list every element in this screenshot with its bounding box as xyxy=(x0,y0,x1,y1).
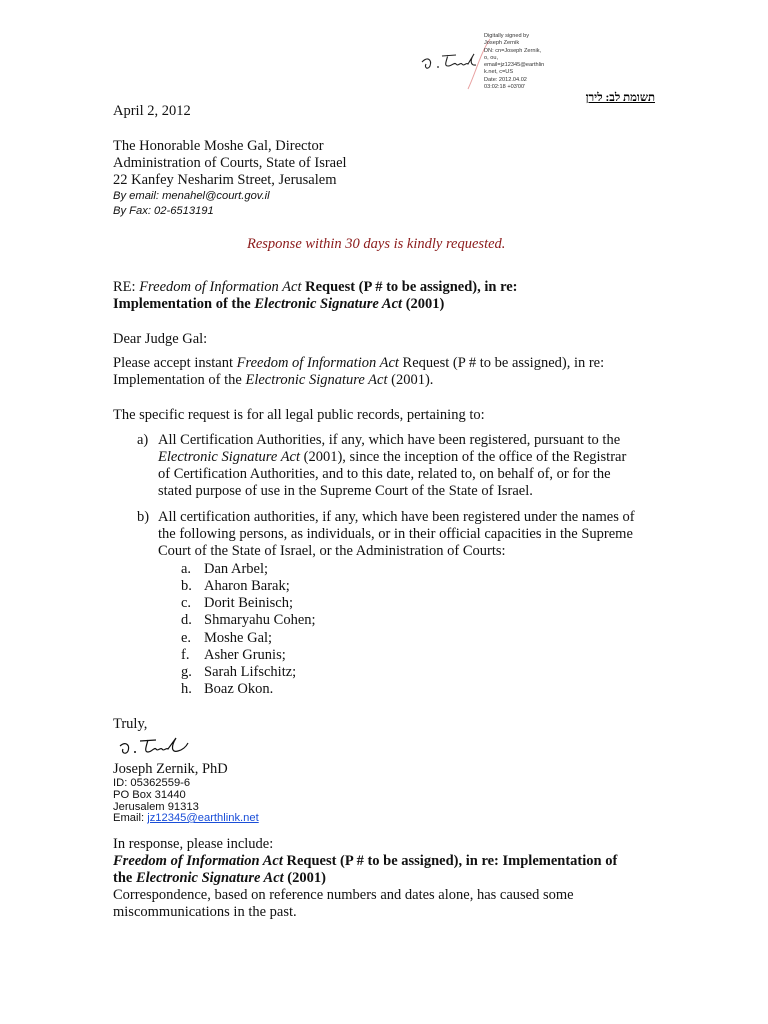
name-item: Asher Grunis; xyxy=(204,647,286,663)
response-text: the xyxy=(113,870,136,886)
response-text: (2001) xyxy=(283,870,326,886)
name-letter: g. xyxy=(181,664,192,680)
salutation: Dear Judge Gal: xyxy=(113,331,208,347)
item-a-marker: a) xyxy=(137,432,149,448)
signature-line: Digitally signed by xyxy=(484,33,530,39)
item-a-line-2 xyxy=(158,449,626,466)
closing: Truly, xyxy=(113,716,148,732)
item-a-line-4: stated purpose of use in the Supreme Court of the State of Israel. xyxy=(158,483,533,499)
specific-request-line: The specific request is for all legal public records, pertaining to: xyxy=(113,407,485,423)
re-act-name: Freedom of Information Act xyxy=(139,279,302,295)
signature-line: Date: 2012.04.02 xyxy=(484,76,527,83)
intro-line-1 xyxy=(113,355,604,372)
response-include-line-2 xyxy=(113,853,617,870)
sender-po-box: PO Box 31440 xyxy=(113,789,186,801)
re-impl-prefix: Implementation of the xyxy=(113,296,255,312)
name-item: Dorit Beinisch; xyxy=(204,595,294,611)
item-b-line-1: All certification authorities, if any, which have been registered under the names of xyxy=(158,509,635,525)
response-act-name: Freedom of Information Act xyxy=(113,853,283,869)
signature-line: Joseph Zernik xyxy=(484,40,520,47)
response-include-line-5: miscommunications in the past. xyxy=(113,904,297,920)
digital-signature-text xyxy=(484,33,544,91)
name-letter: b. xyxy=(181,578,192,594)
intro-line-2 xyxy=(113,372,433,389)
name-letter: c. xyxy=(181,595,192,611)
name-item: Aharon Barak; xyxy=(204,578,290,594)
name-letter: f. xyxy=(181,647,190,663)
signature-line: email=jz12345@earthlin xyxy=(484,62,545,69)
re-subject-line-2 xyxy=(113,296,444,313)
item-b-line-2: the following persons, as individuals, or in their official capacities in the Supreme xyxy=(158,526,633,542)
item-b-line-3: Court of the State of Israel, or the Administration of Courts: xyxy=(158,543,506,559)
response-include-line-3 xyxy=(113,870,326,887)
name-item: Sarah Lifschitz; xyxy=(204,664,297,680)
name-item: Dan Arbel; xyxy=(204,561,269,577)
response-include-line-1: In response, please include: xyxy=(113,836,274,852)
item-a-esa-name: Electronic Signature Act xyxy=(158,449,301,465)
response-deadline-note: Response within 30 days is kindly requested. xyxy=(247,236,506,252)
name-item: Shmaryahu Cohen; xyxy=(204,612,316,628)
name-item: Moshe Gal; xyxy=(204,630,273,646)
hebrew-attention-note: תשומת לב: לירן xyxy=(585,92,655,104)
response-request-text: Request (P # to be assigned), in re: Implementation of xyxy=(282,853,618,869)
addressee-email: By email: menahel@court.gov.il xyxy=(113,190,270,202)
signature-line: DN: cn=Joseph Zernik, xyxy=(484,47,542,54)
item-a-text: (2001), since the inception of the office of the Registrar xyxy=(300,449,627,465)
intro-act-name: Freedom of Information Act xyxy=(236,355,399,371)
re-request-text: Request (P # to be assigned), in re: xyxy=(301,279,518,295)
intro-text: Please accept instant xyxy=(113,355,237,371)
sender-email-row xyxy=(113,812,259,825)
signature-line: 03:02:18 +03'00' xyxy=(484,84,526,91)
sender-id: ID: 05362559-6 xyxy=(113,777,191,789)
signature-line: k.net, c=US xyxy=(484,69,514,76)
re-subject-line-1 xyxy=(113,279,518,296)
intro-text: Implementation of the xyxy=(113,372,246,388)
name-item: Boaz Okon. xyxy=(204,681,274,697)
name-letter: a. xyxy=(181,561,192,577)
item-a-line-3: of Certification Authorities, and to this date, related to, on behalf of, or for the xyxy=(158,466,611,482)
intro-esa-name: Electronic Signature Act xyxy=(245,372,388,388)
signature-line: o, ou, xyxy=(484,54,498,61)
letter-date: April 2, 2012 xyxy=(113,103,191,119)
sender-name: Joseph Zernik, PhD xyxy=(113,761,228,777)
addressee-line-1: The Honorable Moshe Gal, Director xyxy=(113,138,324,154)
re-prefix: RE: xyxy=(113,279,140,295)
re-esa-name: Electronic Signature Act xyxy=(254,296,403,312)
response-esa-name: Electronic Signature Act xyxy=(135,870,284,886)
response-include-line-4: Correspondence, based on reference numbers and dates alone, has caused some xyxy=(113,887,574,903)
re-esa-year: (2001) xyxy=(402,296,445,312)
handwritten-signature xyxy=(116,735,198,759)
sender-email-label: Email: xyxy=(113,812,148,824)
item-b-marker: b) xyxy=(137,509,150,525)
item-a-line-1: All Certification Authorities, if any, which have been registered, pursuant to the xyxy=(158,432,621,448)
addressee-line-2: Administration of Courts, State of Israel xyxy=(113,155,347,171)
name-letter: h. xyxy=(181,681,192,697)
addressee-line-3: 22 Kanfey Nesharim Street, Jerusalem xyxy=(113,172,337,188)
sender-city: Jerusalem 91313 xyxy=(113,801,199,813)
name-letter: e. xyxy=(181,630,192,646)
intro-text: Request (P # to be assigned), in re: xyxy=(398,355,605,371)
intro-text: (2001). xyxy=(387,372,434,388)
sender-email-link[interactable]: jz12345@earthlink.net xyxy=(147,812,259,824)
addressee-fax: By Fax: 02-6513191 xyxy=(113,205,214,217)
name-letter: d. xyxy=(181,612,192,628)
